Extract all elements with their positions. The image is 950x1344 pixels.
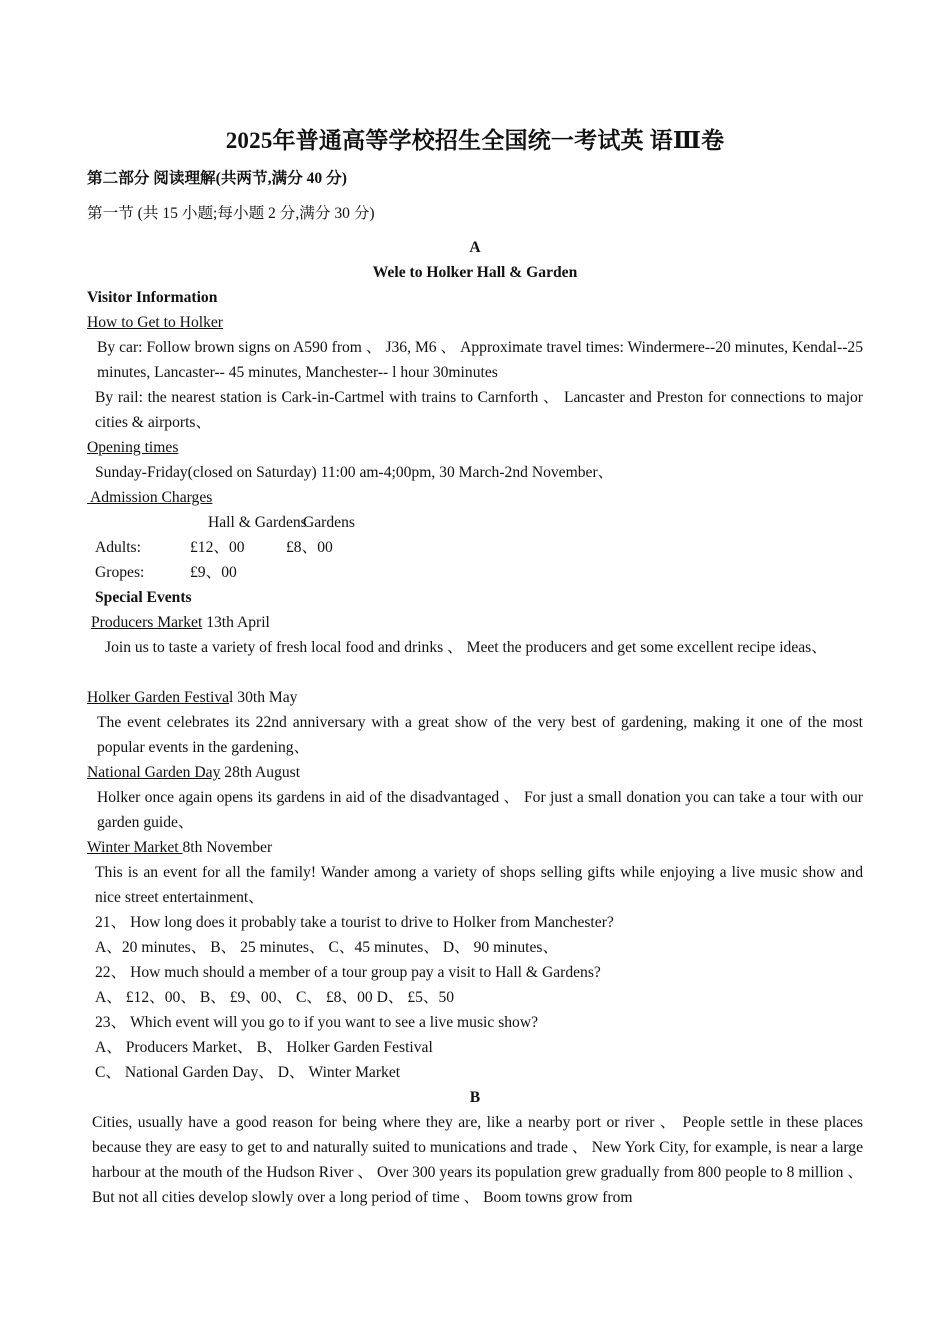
question-21: 21、 How long does it probably take a tourist to drive to Holker from Manchester? <box>95 914 614 931</box>
event-2-description: The event celebrates its 22nd anniversary with a great show of the very best of gardening, making it one of the most popular events in the gardening、 <box>97 714 863 756</box>
event-1-date: 13th April <box>202 614 270 631</box>
groups-hall-price: £9、00 <box>190 564 237 581</box>
opening-times-label: Opening times <box>87 439 179 456</box>
col-hall-gardens: Hall & Gardens <box>208 514 307 531</box>
how-to-get-link: How to Get to Holker <box>87 314 223 331</box>
admission-groups-row <box>87 560 871 585</box>
event-1-name: Producers Market <box>91 614 203 631</box>
passage-a-heading: Wele to Holker Hall & Garden <box>372 264 578 281</box>
event-4-name: Winter Market <box>87 839 183 856</box>
question-22: 22、 How much should a member of a tour group pay a visit to Hall & Gardens? <box>95 964 601 981</box>
event-2-name: Holker Garden Festiva <box>87 689 230 706</box>
event-2-date: l 30th May <box>229 689 298 706</box>
event-3-description: Holker once again opens its gardens in aid of the disadvantaged 、 For just a small donation you can take a tour with our garden guide、 <box>97 789 863 831</box>
event-4-title <box>87 835 863 860</box>
adults-hall-price: £12、00 <box>190 539 245 556</box>
admission-charges-label: Admission Charges <box>87 489 213 506</box>
event-1-description: Join us to taste a variety of fresh local food and drinks 、 Meet the producers and get some excellent recipe ideas、 <box>105 639 827 656</box>
event-2-title <box>87 685 863 710</box>
page-title: 2025年普通高等学校招生全国统一考试英 语Ⅲ卷 <box>225 128 725 153</box>
event-3-name: National Garden Day <box>87 764 221 781</box>
passage-b-letter: B <box>469 1089 481 1106</box>
visitor-info-heading: Visitor Information <box>87 289 218 306</box>
question-21-options: A、20 minutes、 B、 25 minutes、 C、45 minutes、 D、 90 minutes、 <box>95 939 559 956</box>
adults-gardens-price: £8、00 <box>286 539 333 556</box>
event-4-description: This is an event for all the family! Wander among a variety of shops selling gifts while enjoying a live music show and nice street entertainment、 <box>95 864 863 906</box>
groups-label: Gropes: <box>95 564 145 581</box>
admission-header-row <box>87 510 950 535</box>
by-car-paragraph: By car: Follow brown signs on A590 from 、 J36, M6 、 Approximate travel times: Windermere--20 minutes, Kendal--25 minutes, Lancaster-- 45 minutes, Manchester-- l hour 30minutes <box>97 339 863 381</box>
admission-adults-row <box>87 535 871 560</box>
adults-label: Adults: <box>95 539 141 556</box>
question-23-options-row-2: C、 National Garden Day、 D、 Winter Market <box>95 1064 401 1081</box>
col-gardens: Gardens <box>303 514 355 531</box>
question-23-options-row-1: A、 Producers Market、 B、 Holker Garden Festival <box>95 1039 433 1056</box>
event-1-title <box>87 610 867 635</box>
special-events-heading: Special Events <box>95 589 192 606</box>
part-heading: 第二部分 阅读理解(共两节,满分 40 分) <box>87 170 347 187</box>
section-heading: 第一节 (共 15 小题;每小题 2 分,满分 30 分) <box>87 205 375 222</box>
question-23: 23、 Which event will you go to if you want to see a live music show? <box>95 1014 539 1031</box>
event-3-title <box>87 760 863 785</box>
event-4-date: 8th November <box>182 839 273 856</box>
passage-b-paragraph: Cities, usually have a good reason for being where they are, like a nearby port or river 、 People settle in these places because they are easy to get to and naturally suited to munications and trade 、 New York City, for example, is near a large harbour at the mouth of the Hudson River 、 Over 300 years its population grew gradually from 800 people to 8 million 、 But not all cities develop slowly over a long period of time 、 Boom towns grow from <box>92 1114 863 1206</box>
passage-a-letter: A <box>469 239 481 256</box>
opening-times-text: Sunday-Friday(closed on Saturday) 11:00 am-4;00pm, 30 March-2nd November、 <box>95 464 614 481</box>
question-22-options: A、 £12、00、 B、 £9、00、 C、 £8、00 D、 £5、50 <box>95 989 455 1006</box>
by-rail-paragraph: By rail: the nearest station is Cark-in-Cartmel with trains to Carnforth 、 Lancaster and Preston for connections to major cities & airports、 <box>95 389 863 431</box>
event-3-date: 28th August <box>220 764 301 781</box>
